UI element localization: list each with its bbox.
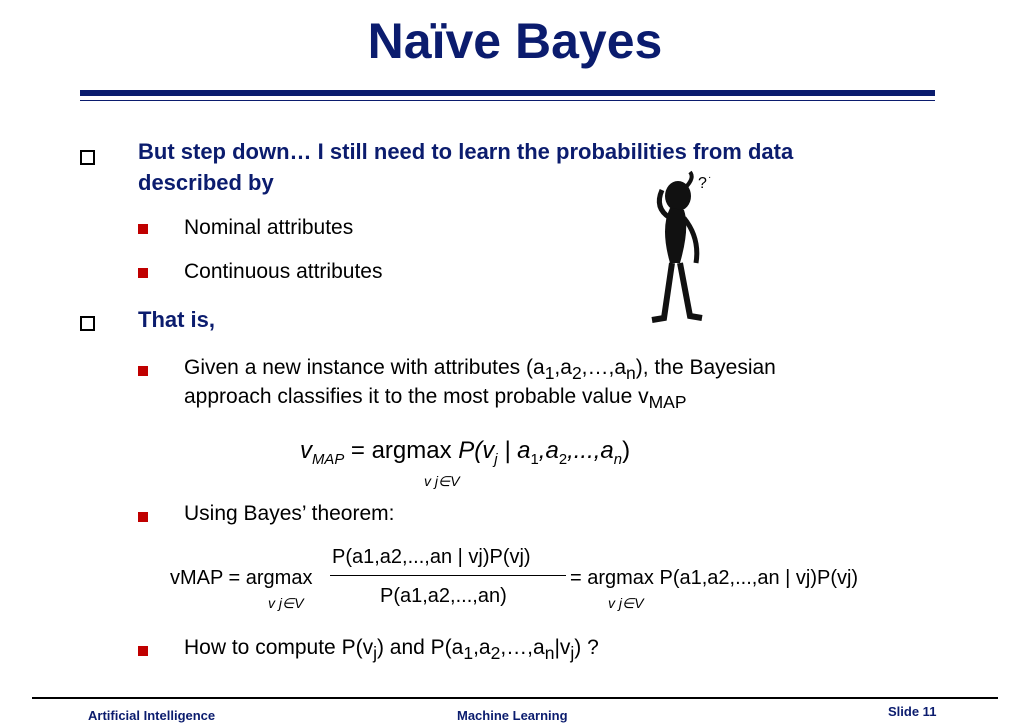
equation-2-subscript-1: v j∈V xyxy=(268,595,304,611)
sub-bullet-how: How to compute $P(v_j)$ and $P(a_1,a_2,\dots,a_n|v_j)$ ? xyxy=(184,636,599,664)
sub-bullet-nominal: Nominal attributes xyxy=(184,216,354,239)
equation-2-denominator: P(a1,a2,...,an) xyxy=(380,585,507,607)
footer-left: Artificial Intelligence xyxy=(88,708,216,723)
title-rule-thin xyxy=(80,100,935,101)
hollow-bullet-icon xyxy=(80,150,95,165)
equation-vmap-subscript: v j∈V xyxy=(424,473,460,489)
slide-title: Naïve Bayes xyxy=(367,13,663,69)
red-square-bullet-icon xyxy=(138,224,148,234)
sub-bullet-approach: approach classifies it to the most probable value $v_{MAP}$ xyxy=(184,385,687,413)
fraction-bar xyxy=(330,575,566,576)
svg-text:?: ? xyxy=(698,175,707,192)
red-square-bullet-icon xyxy=(138,366,148,376)
sub-bullet-bayes: Using Bayes’ theorem: xyxy=(184,502,395,525)
equation-2-rhs: = argmax P(a1,a2,...,an | vj)P(vj) xyxy=(570,567,859,589)
equation-2-numerator: P(a1,a2,...,an | vj)P(vj) xyxy=(332,546,531,568)
red-square-bullet-icon xyxy=(138,512,148,522)
slide-number: Slide 11 xyxy=(888,704,937,719)
equation-2-lhs: vMAP = argmax xyxy=(170,567,313,589)
footer-rule xyxy=(32,697,998,699)
footer-center: Machine Learning xyxy=(457,708,568,723)
equation-2-subscript-2: v j∈V xyxy=(608,595,644,611)
red-square-bullet-icon xyxy=(138,268,148,278)
sub-bullet-given: Given a new instance with attributes $(a_1,a_2,\dots,a_n)$, the Bayesian xyxy=(184,356,776,384)
hollow-bullet-icon xyxy=(80,316,95,331)
svg-text:·: · xyxy=(708,172,712,183)
bullet-2-text: That is, xyxy=(138,307,216,332)
red-square-bullet-icon xyxy=(138,646,148,656)
bullet-1-line-2: described by xyxy=(138,170,274,195)
thinking-person-icon xyxy=(640,168,730,328)
equation-vmap: $v_{MAP} = argmax$ $P(v_j$ | $a_1,a_2,...,a_n$) xyxy=(300,437,631,468)
title-rule-thick xyxy=(80,90,935,96)
bullet-1-line-1: But step down… I still need to learn the probabilities from data xyxy=(138,139,794,164)
sub-bullet-continuous: Continuous attributes xyxy=(184,260,383,283)
